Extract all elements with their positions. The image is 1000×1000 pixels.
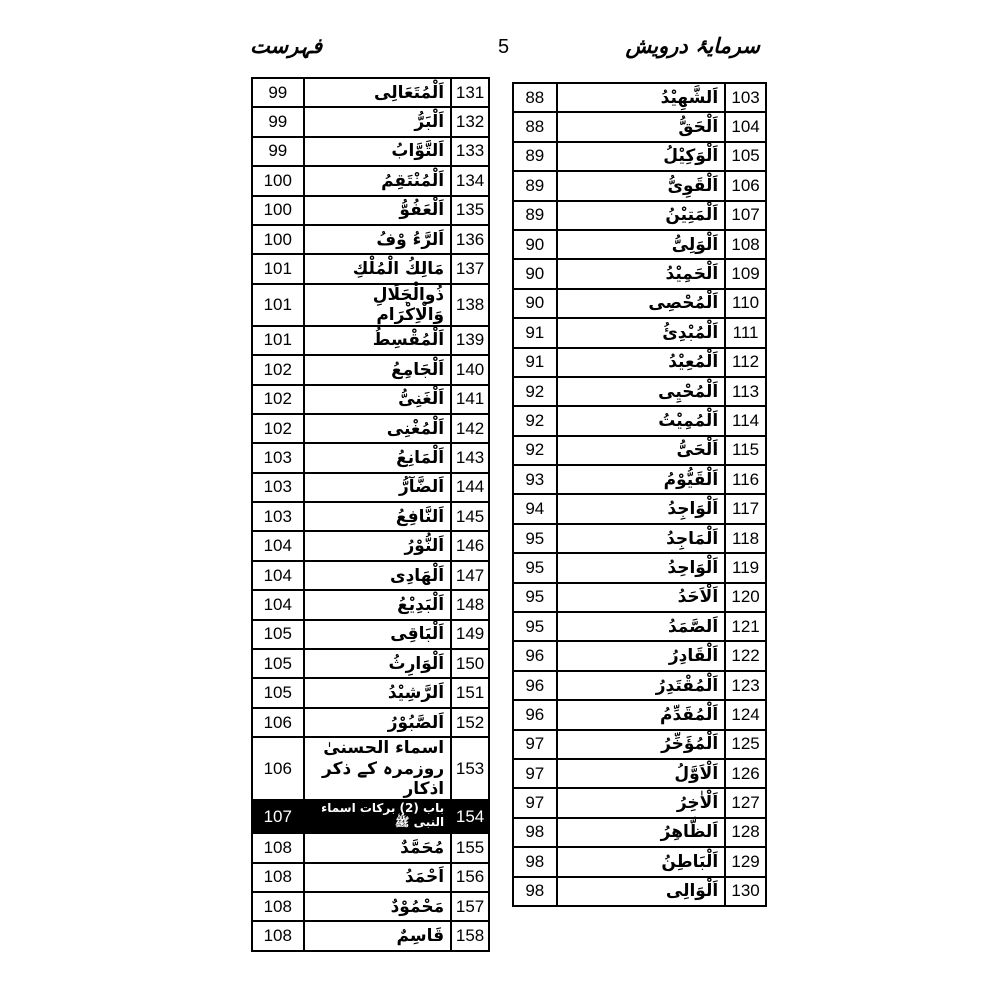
index-row [513,318,766,347]
entry-number-cell: 120 [725,583,766,612]
page-number-cell: 102 [252,355,304,384]
entry-number-cell: 128 [725,818,766,847]
entry-name-cell: اَلْغَنِیُّ [304,385,452,414]
entry-name-cell: اَلْاَحَدُ [557,583,726,612]
index-row [513,641,766,670]
entry-number-cell: 136 [451,225,489,254]
index-row [252,590,489,619]
entry-number-cell: 126 [725,759,766,788]
page-number-cell: 100 [252,196,304,225]
entry-number-cell: 142 [451,414,489,443]
entry-number-cell: 110 [725,289,766,318]
page-number-cell: 101 [252,284,304,326]
index-row [513,377,766,406]
index-row [513,171,766,200]
index-row [513,406,766,435]
index-row [513,671,766,700]
index-row [252,284,489,326]
entry-number-cell: 106 [725,171,766,200]
entry-name-cell: اَلْمُقَدِّمُ [557,700,726,729]
page-number-cell: 103 [252,443,304,472]
page-number-cell: 99 [252,78,304,107]
page-number-cell: 92 [513,406,557,435]
entry-name-cell: اَلْوَالِی [557,877,726,906]
index-row [513,230,766,259]
index-row [513,759,766,788]
index-row [513,788,766,817]
index-row [513,553,766,582]
page-number-cell: 96 [513,671,557,700]
entry-name-cell: اَلرَّشِیْدُ [304,678,452,707]
entry-name-cell: اَلْمُمِیْتُ [557,406,726,435]
entry-number-cell: 117 [725,494,766,523]
entry-number-cell: 109 [725,259,766,288]
index-row [252,254,489,283]
entry-number-cell: 125 [725,730,766,759]
index-row [513,877,766,906]
entry-name-cell: اَلْوَلِیُّ [557,230,726,259]
entry-name-cell: مَحْمُوْدٌ [304,892,452,921]
page-number-cell: 101 [252,326,304,355]
index-row [252,443,489,472]
entry-name-cell: ذُوالْجَلَالِ وَالْاِكْرَام [304,284,452,326]
entry-number-cell: 157 [451,892,489,921]
chapter-heading-row [252,800,489,833]
index-row [252,921,489,950]
entry-number-cell: 146 [451,531,489,560]
index-row [252,649,489,678]
page-number-cell: 95 [513,553,557,582]
index-table-left [251,77,490,952]
entry-number-cell: 153 [451,737,489,800]
page-number-cell: 104 [252,590,304,619]
index-row [252,502,489,531]
index-row [252,561,489,590]
index-row [252,225,489,254]
page-number-cell: 98 [513,847,557,876]
entry-number-cell: 135 [451,196,489,225]
entry-number-cell: 155 [451,833,489,862]
entry-name-cell: اَلْقَادِرُ [557,641,726,670]
page-number-cell: 89 [513,171,557,200]
entry-number-cell: 144 [451,473,489,502]
entry-number-cell: 113 [725,377,766,406]
entry-name-cell: اَلتَّوَّابُ [304,137,452,166]
page-number-cell: 107 [252,800,304,833]
entry-number-cell: 127 [725,788,766,817]
entry-name-cell: اَلْبَاطِنُ [557,847,726,876]
entry-name-cell: اَلْقَیُّوْمُ [557,465,726,494]
page-number-cell: 100 [252,225,304,254]
index-row [513,348,766,377]
entry-name-cell: اَلْجَامِعُ [304,355,452,384]
page-number-cell: 99 [252,137,304,166]
index-row [252,833,489,862]
entry-number-cell: 123 [725,671,766,700]
entry-number-cell: 133 [451,137,489,166]
entry-number-cell: 148 [451,590,489,619]
page-number: 5 [498,36,510,58]
entry-name-cell: اَلْقَوِیُّ [557,171,726,200]
entry-name-cell: اَلْمُقْتَدِرُ [557,671,726,700]
entry-number-cell: 150 [451,649,489,678]
page-header [0,34,1000,64]
page-number-cell: 89 [513,201,557,230]
entry-name-cell: اَلنَّافِعُ [304,502,452,531]
page-number-cell: 97 [513,788,557,817]
page-number-cell: 105 [252,678,304,707]
page-number-cell: 108 [252,863,304,892]
page-number-cell: 95 [513,524,557,553]
entry-name-cell: اَلْوَارِثُ [304,649,452,678]
index-row [252,107,489,136]
entry-name-cell: اَلرَّءُ وْفُ [304,225,452,254]
entry-name-cell: اَلْوَاجِدُ [557,494,726,523]
index-row [513,494,766,523]
entry-name-cell: اَلصَّبُوْرُ [304,708,452,737]
entry-name-cell: اَلْمُعِیْدُ [557,348,726,377]
entry-name-cell: اَحْمَدُ [304,863,452,892]
entry-name-cell: اَلْبَرُّ [304,107,452,136]
entry-number-cell: 158 [451,921,489,950]
entry-number-cell: 151 [451,678,489,707]
entry-name-cell: مَالِكُ الْمُلْكِ [304,254,452,283]
entry-name-cell: اَلصَّمَدُ [557,612,726,641]
index-row [252,166,489,195]
index-row [252,473,489,502]
entry-number-cell: 114 [725,406,766,435]
page-number-cell: 90 [513,230,557,259]
page-number-cell: 104 [252,561,304,590]
page-number-cell: 93 [513,465,557,494]
index-row [513,465,766,494]
entry-name-cell: قَاسِمٌ [304,921,452,950]
entry-number-cell: 111 [725,318,766,347]
entry-number-cell: 107 [725,201,766,230]
page-number-cell: 103 [252,502,304,531]
index-row [513,730,766,759]
page-number-cell: 96 [513,641,557,670]
page-number-cell: 102 [252,385,304,414]
page-number-cell: 92 [513,377,557,406]
entry-number-cell: 141 [451,385,489,414]
entry-number-cell: 130 [725,877,766,906]
index-row [513,524,766,553]
entry-number-cell: 112 [725,348,766,377]
page-number-cell: 98 [513,877,557,906]
entry-name-cell: اَلْاٰخِرُ [557,788,726,817]
index-row [513,289,766,318]
index-row [252,78,489,107]
page-number-cell: 97 [513,759,557,788]
index-row [513,83,766,112]
index-row [252,678,489,707]
page-number-cell: 91 [513,318,557,347]
entry-name-cell: اَلْوَاحِدُ [557,553,726,582]
entry-name-cell: اَلظَّاهِرُ [557,818,726,847]
index-row [252,137,489,166]
entry-number-cell: 143 [451,443,489,472]
index-row [513,612,766,641]
entry-number-cell: 139 [451,326,489,355]
entry-name-cell: اَلْمُنْتَقِمُ [304,166,452,195]
header-book-title: سرمایۂ درویش [625,34,760,58]
entry-name-cell: مُحَمَّدٌ [304,833,452,862]
entry-name-cell: اَلْبَدِیْعُ [304,590,452,619]
page-number-cell: 88 [513,83,557,112]
index-row [513,112,766,141]
entry-number-cell: 154 [451,800,489,833]
entry-name-cell: اَلْمُبْدِئُ [557,318,726,347]
entry-number-cell: 122 [725,641,766,670]
index-row [252,620,489,649]
entry-number-cell: 119 [725,553,766,582]
index-row [513,818,766,847]
page-number-cell: 88 [513,112,557,141]
entry-name-cell: اَلْمُؤَخِّرُ [557,730,726,759]
entry-number-cell: 134 [451,166,489,195]
entry-name-cell: اَلشَّهِیْدُ [557,83,726,112]
index-row [513,142,766,171]
page-number-cell: 91 [513,348,557,377]
entry-number-cell: 121 [725,612,766,641]
page-number-cell: 102 [252,414,304,443]
entry-name-cell: اَلضَّآرُّ [304,473,452,502]
entry-number-cell: 115 [725,436,766,465]
entry-name-cell: اَلْبَاقِی [304,620,452,649]
index-row [252,708,489,737]
entry-name-cell: اَلْمُغْنِی [304,414,452,443]
page-number-cell: 92 [513,436,557,465]
entry-number-cell: 108 [725,230,766,259]
header-index-title: فہرست [250,34,323,58]
entry-name-cell: اَلْوَكِیْلُ [557,142,726,171]
entry-number-cell: 149 [451,620,489,649]
index-row [252,196,489,225]
entry-name-cell: اَلنُّوْرُ [304,531,452,560]
page-number-cell: 108 [252,833,304,862]
page-number-cell: 105 [252,620,304,649]
page-number-cell: 106 [252,737,304,800]
entry-name-cell: اَلْعَفُوُّ [304,196,452,225]
index-row [252,892,489,921]
entry-name-cell: اَلْاَوَّلُ [557,759,726,788]
index-row [252,531,489,560]
entry-number-cell: 147 [451,561,489,590]
index-table-right [512,82,767,907]
index-row [252,737,489,800]
entry-number-cell: 137 [451,254,489,283]
index-row [513,583,766,612]
page-number-cell: 95 [513,583,557,612]
entry-number-cell: 116 [725,465,766,494]
index-row [513,259,766,288]
page-number-cell: 104 [252,531,304,560]
page-number-cell: 95 [513,612,557,641]
entry-name-cell: اَلْمُحْیِی [557,377,726,406]
index-row [252,863,489,892]
entry-number-cell: 156 [451,863,489,892]
page-number-cell: 105 [252,649,304,678]
entry-name-cell: اَلْمَتِیْنُ [557,201,726,230]
entry-number-cell: 131 [451,78,489,107]
index-row [252,355,489,384]
entry-number-cell: 124 [725,700,766,729]
entry-name-cell: اَلْحَیُّ [557,436,726,465]
index-row [513,847,766,876]
entry-number-cell: 105 [725,142,766,171]
page-number-cell: 90 [513,259,557,288]
entry-name-cell: اَلْمُتَعَالِی [304,78,452,107]
page-number-cell: 103 [252,473,304,502]
page-number-cell: 101 [252,254,304,283]
page-number-cell: 90 [513,289,557,318]
page-number-cell: 96 [513,700,557,729]
index-row [513,436,766,465]
index-row [252,326,489,355]
index-row [513,201,766,230]
entry-number-cell: 104 [725,112,766,141]
entry-name-cell: اَلْهَادِی [304,561,452,590]
index-row [252,414,489,443]
entry-name-cell: باب (2) برکات اسماء النبی ﷺ [304,800,452,833]
entry-number-cell: 140 [451,355,489,384]
page-number-cell: 108 [252,921,304,950]
entry-number-cell: 152 [451,708,489,737]
entry-name-cell: اَلْمَاجِدُ [557,524,726,553]
entry-name-cell: اَلْمَانِعُ [304,443,452,472]
entry-number-cell: 145 [451,502,489,531]
page-number-cell: 94 [513,494,557,523]
index-row [513,700,766,729]
index-row [252,385,489,414]
entry-number-cell: 103 [725,83,766,112]
entry-name-cell: اَلْمُقْسِطُ [304,326,452,355]
page-number-cell: 98 [513,818,557,847]
page-number-cell: 97 [513,730,557,759]
entry-name-cell: اَلْمُحْصِی [557,289,726,318]
page-number-cell: 99 [252,107,304,136]
page-number-cell: 108 [252,892,304,921]
page-number-cell: 106 [252,708,304,737]
page-number-cell: 100 [252,166,304,195]
entry-name-cell: اَلْحَمِیْدُ [557,259,726,288]
entry-number-cell: 129 [725,847,766,876]
entry-name-cell: اَلْحَقُّ [557,112,726,141]
entry-number-cell: 138 [451,284,489,326]
page-number-cell: 89 [513,142,557,171]
entry-name-cell: اسماء الحسنیٰ روزمرہ کے ذکر اذکار [304,737,452,800]
entry-number-cell: 132 [451,107,489,136]
entry-number-cell: 118 [725,524,766,553]
